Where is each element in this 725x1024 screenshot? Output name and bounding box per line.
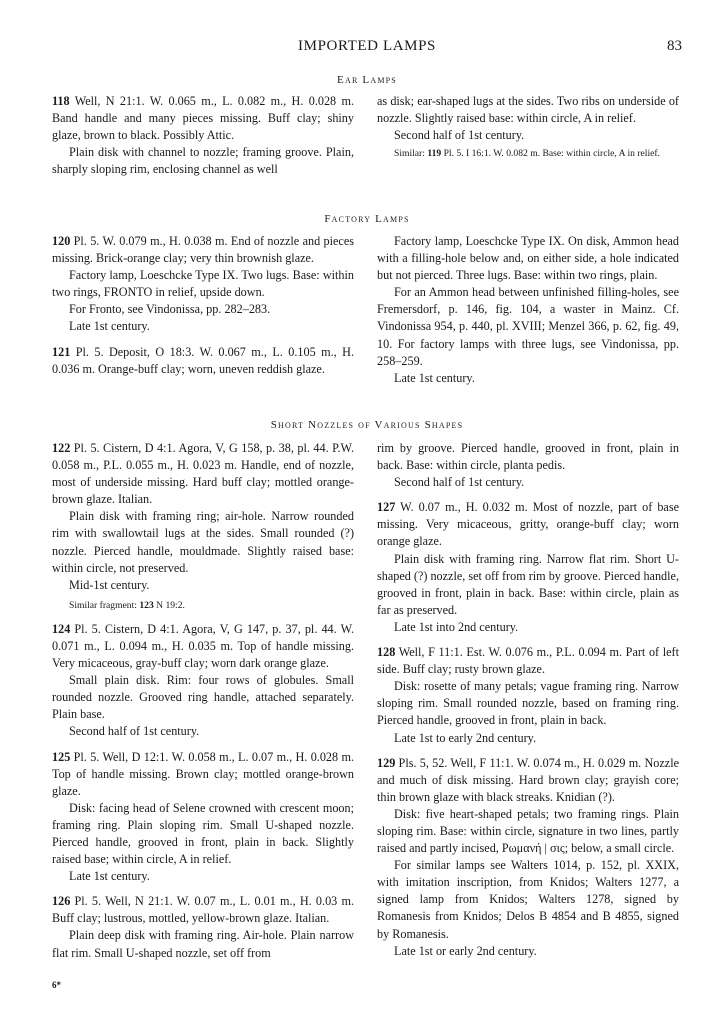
catalog-entry-127: 127 W. 0.07 m., H. 0.032 m. Most of nozzle, part of base missing. Very micaceous, gritty, orange-buff clay; worn orange glaze. (377, 500, 679, 549)
page-number: 83 (667, 38, 682, 54)
entry-description: rim by groove. Pierced handle, grooved in front, plain in back. Base: within circle, planta pedis. (377, 441, 679, 473)
entry-reference: For Fronto, see Vindonissa, pp. 282–283. (69, 302, 271, 317)
entry-date: Mid-1st century. (69, 577, 150, 592)
entry-description: Plain disk with framing ring. Narrow flat rim. Short U-shaped (?) nozzle, set off from rim by groove. Pierced handle, grooved in front, plain in back. Base: within circle, plain as far as preserved. (377, 551, 679, 617)
entry-description: Small plain disk. Rim: four rows of globules. Small rounded nozzle. Grooved ring handle, attached separately. Plain base. (52, 673, 354, 722)
entry-reference: For an Ammon head between unfinished filling-holes, see Fremersdorf, p. 146, fig. 104, a waster in Mainz. Cf. Vindonissa 954, p. 440, pl. XVIII; Menzel 366, p. 62, fig. 49, 10. For factory lamps with three lugs, see Vindonissa, pp. 258–259. (377, 285, 679, 368)
entry-description: as disk; ear-shaped lugs at the sides. Two ribs on underside of nozzle. Slightly raised base: within circle, A in relief. (377, 94, 679, 126)
section-heading-ear-lamps: Ear Lamps (337, 74, 397, 86)
ear-lamps-left-column (52, 93, 354, 178)
section-heading-short-nozzles: Short Nozzles of Various Shapes (270, 419, 464, 431)
entry-description: Factory lamp, Loeschcke Type IX. On disk, Ammon head with a filling-hole below and, on either side, a hole indicated but not pierced. Three lugs. Base: within two rings, plain. (377, 234, 679, 283)
short-nozzles-right-column (377, 440, 679, 960)
catalog-entry-124: 124 Pl. 5. Cistern, D 4:1. Agora, V, G 147, p. 37, pl. 44. W. 0.071 m., L. 0.094 m., H. 0.035 m. Top of handle missing. Very micaceous, gray-buff clay; worn dark orange glaze. (52, 621, 354, 671)
entry-description: Plain deep disk with framing ring. Air-hole. Plain narrow flat rim. Small U-shaped nozzle, set off from (52, 928, 354, 960)
entry-date: Late 1st or early 2nd century. (394, 943, 537, 958)
similar-fragment-123: Similar fragment: 123 N 19:2. (69, 599, 185, 611)
entry-description: Factory lamp, Loeschcke Type IX. Two lugs. Base: within two rings, FRONTO in relief, upside down. (52, 268, 354, 300)
ear-lamps-right-column (377, 93, 679, 161)
entry-date: Late 1st century. (69, 869, 150, 884)
entry-date: Late 1st century. (69, 319, 150, 334)
catalog-entry-118: 118 Well, N 21:1. W. 0.065 m., L. 0.082 m., H. 0.028 m. Band handle and many pieces missing. Buff clay; shiny glaze, brown to black. Possibly Attic. (52, 94, 354, 143)
entry-date: Second half of 1st century. (394, 475, 525, 490)
short-nozzles-left-column (52, 440, 354, 962)
entry-date: Second half of 1st century. (69, 724, 200, 739)
entry-description: Plain disk with channel to nozzle; framing groove. Plain, sharply sloping rim, enclosing channel as well (52, 145, 354, 177)
catalog-entry-129: 129 Pls. 5, 52. Well, F 11:1. W. 0.074 m., H. 0.029 m. Nozzle and much of disk missing. Hard brown clay; grayish core; thin brown glaze with black streaks. Knidian (?). (377, 755, 679, 804)
catalog-entry-122: 122 Pl. 5. Cistern, D 4:1. Agora, V, G 158, p. 38, pl. 44. P.W. 0.058 m., P.L. 0.055 m., H. 0.023 m. Handle, end of nozzle, most of underside missing. Hard buff clay; mottled orange-brown glaze. Italian. (52, 441, 354, 507)
catalog-entry-128: 128 Well, F 11:1. Est. W. 0.076 m., P.L. 0.094 m. Part of left side. Buff clay; rusty brown glaze. (377, 645, 679, 677)
catalog-entry-120: 120 Pl. 5. W. 0.079 m., H. 0.038 m. End of nozzle and pieces missing. Brick-orange clay; very thin brownish glaze. (52, 234, 354, 266)
entry-description: Plain disk with framing ring; air-hole. Narrow rounded rim with swallowtail lugs at the sides. Small rounded (?) nozzle. Pierced handle, mouldmade. Slightly raised base: within circle, not preserved. (52, 509, 354, 575)
entry-description: Disk: five heart-shaped petals; two framing rings. Plain sloping rim. Base: within circle, signature in two lines, partly raised and partly incised, Ρωμανή | σις; below, a small circle. (377, 806, 679, 856)
similar-note-119: Similar: 119 Pl. 5. I 16:1. W. 0.082 m. Base: within circle, A in relief. (394, 148, 660, 160)
catalog-entry-121: 121 Pl. 5. Deposit, O 18:3. W. 0.067 m., L. 0.105 m., H. 0.036 m. Orange-buff clay; worn, uneven reddish glaze. (52, 344, 354, 376)
printer-signature-mark: 6* (52, 980, 61, 990)
entry-date: Second half of 1st century. (394, 128, 525, 143)
section-heading-factory-lamps: Factory Lamps (324, 213, 410, 225)
entry-description: Disk: rosette of many petals; vague framing ring. Narrow sloping rim. Small rounded nozzle, based on framing ring. Pierced handle, grooved in front, plain in back. (377, 679, 679, 728)
factory-lamps-left-column (52, 233, 354, 378)
running-header (52, 38, 682, 60)
entry-description: Disk: facing head of Selene crowned with crescent moon; framing ring. Plain sloping rim. Small U-shaped nozzle. Pierced handle, grooved in front, plain in back. Slightly raised base; within circle, A in relief. (52, 800, 354, 867)
factory-lamps-right-column (377, 233, 679, 387)
catalog-entry-126: 126 Pl. 5. Well, N 21:1. W. 0.07 m., L. 0.01 m., H. 0.03 m. Buff clay; lustrous, mottled, yellow-brown glaze. Italian. (52, 894, 354, 926)
entry-date: Late 1st century. (394, 370, 475, 385)
catalog-entry-125: 125 Pl. 5. Well, D 12:1. W. 0.058 m., L. 0.07 m., H. 0.028 m. Top of handle missing. Brown clay; mottled orange-brown glaze. (52, 749, 354, 798)
page-title: IMPORTED LAMPS (298, 38, 436, 54)
entry-date: Late 1st to early 2nd century. (394, 730, 537, 745)
entry-reference: For similar lamps see Walters 1014, p. 152, pl. XXIX, with imitation inscription, from Knidos; Walters 1277, a signed lamp from Knidos; Walters 1278, signed by Romanesis from Knidos; Delos B 4854 and B 4855, signed by Romanesis. (377, 858, 679, 941)
entry-date: Late 1st into 2nd century. (394, 619, 519, 634)
